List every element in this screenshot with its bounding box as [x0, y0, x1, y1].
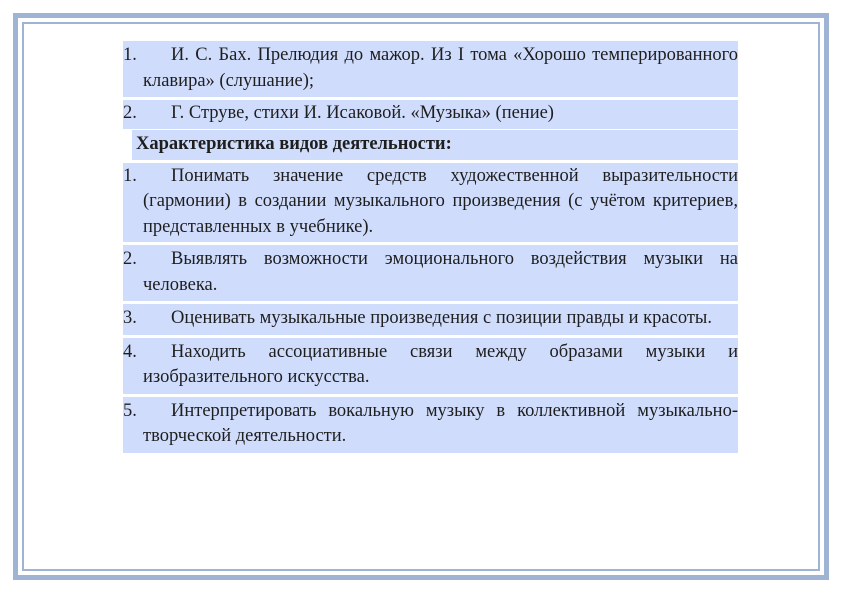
list-item — [123, 163, 738, 243]
list-item-number: 1. — [123, 165, 137, 186]
list-item — [123, 397, 738, 453]
section-heading: Характеристика видов деятельности: — [132, 130, 738, 160]
list-item-text: Интерпретировать вокальную музыку в коллективной музыкально-творческой деятельности. — [143, 400, 738, 446]
list-item-number: 5. — [123, 400, 137, 421]
list-item-text: Выявлять возможности эмоционального воздействия музыки на человека. — [143, 249, 738, 295]
list-item — [123, 41, 738, 97]
list-item-text: Г. Струве, стихи И. Исаковой. «Музыка» (пение) — [171, 103, 554, 123]
list-item — [123, 304, 738, 335]
list-item — [123, 245, 738, 301]
list-item-number: 4. — [123, 341, 137, 362]
list-item-number: 2. — [123, 103, 137, 123]
list-item-text: И. С. Бах. Прелюдия до мажор. Из I тома «Хорошо темперированного клавира» (слушание); — [143, 45, 738, 91]
list-item-text: Находить ассоциативные связи между образами музыки и изобразительного искусства. — [143, 341, 738, 387]
list-item-number: 3. — [123, 308, 137, 328]
list-item-text: Понимать значение средств художественной выразительности (гармонии) в создании музыкального произведения (с учётом критериев, представленных в учебнике). — [143, 165, 738, 237]
slide-content — [123, 41, 738, 453]
list-item-text: Оценивать музыкальные произведения с позиции правды и красоты. — [171, 308, 712, 328]
list-item — [123, 338, 738, 394]
list-item-number: 2. — [123, 249, 137, 269]
list-item — [123, 100, 738, 129]
list-item-number: 1. — [123, 45, 137, 65]
